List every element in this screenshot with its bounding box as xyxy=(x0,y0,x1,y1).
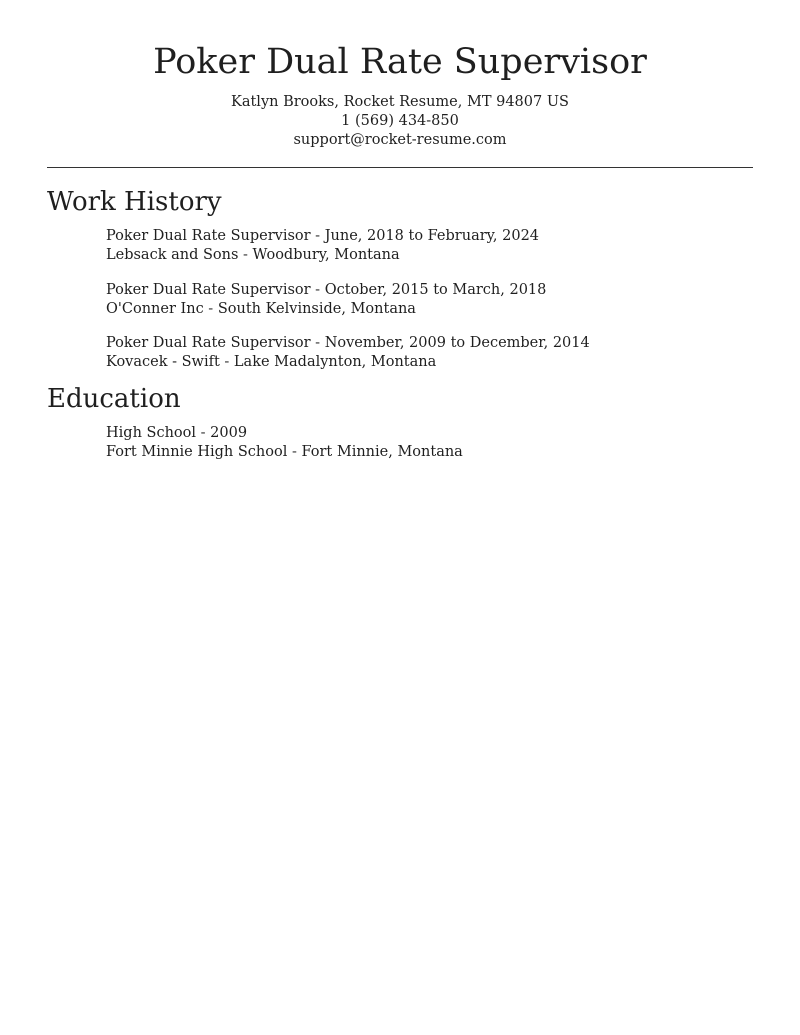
work-role: Poker Dual Rate Supervisor xyxy=(106,228,311,244)
separator: - xyxy=(310,335,325,351)
education-year: 2009 xyxy=(210,425,248,441)
work-dates: June, 2018 to February, 2024 xyxy=(324,228,540,244)
education-entry xyxy=(106,424,463,462)
separator: - xyxy=(219,354,234,370)
contact-address: Katlyn Brooks, Rocket Resume, MT 94807 US xyxy=(231,94,569,110)
resume-title: Poker Dual Rate Supervisor xyxy=(153,42,647,82)
work-company: O'Conner Inc xyxy=(106,301,204,317)
work-entry-company-line xyxy=(106,300,546,319)
work-role: Poker Dual Rate Supervisor xyxy=(106,335,311,351)
separator: - xyxy=(203,301,218,317)
work-location: South Kelvinside, Montana xyxy=(217,301,416,317)
contact-phone: 1 (569) 434-850 xyxy=(341,113,459,129)
work-location: Lake Madalynton, Montana xyxy=(233,354,437,370)
education-heading: Education xyxy=(47,384,181,414)
work-entry-title-line xyxy=(106,281,546,300)
work-entry xyxy=(106,334,590,372)
work-entry-title-line xyxy=(106,227,539,246)
work-entry xyxy=(106,227,539,265)
separator: - xyxy=(196,425,211,441)
separator: - xyxy=(287,444,302,460)
work-entry xyxy=(106,281,546,319)
education-entry-title-line xyxy=(106,424,463,443)
header-divider xyxy=(47,167,753,168)
work-company: Kovacek - Swift xyxy=(106,354,220,370)
work-entry-company-line xyxy=(106,353,590,372)
work-entry-company-line xyxy=(106,246,539,265)
work-company: Lebsack and Sons xyxy=(106,247,239,263)
separator: - xyxy=(310,282,325,298)
separator: - xyxy=(238,247,253,263)
education-school: Fort Minnie High School xyxy=(106,444,288,460)
education-entry-school-line xyxy=(106,443,463,462)
work-entry-title-line xyxy=(106,334,590,353)
work-location: Woodbury, Montana xyxy=(252,247,400,263)
education-degree: High School xyxy=(106,425,197,441)
work-dates: November, 2009 to December, 2014 xyxy=(324,335,590,351)
education-location: Fort Minnie, Montana xyxy=(301,444,463,460)
work-role: Poker Dual Rate Supervisor xyxy=(106,282,311,298)
work-history-heading: Work History xyxy=(47,187,222,217)
separator: - xyxy=(310,228,325,244)
work-dates: October, 2015 to March, 2018 xyxy=(324,282,547,298)
contact-email: support@rocket-resume.com xyxy=(293,132,507,148)
